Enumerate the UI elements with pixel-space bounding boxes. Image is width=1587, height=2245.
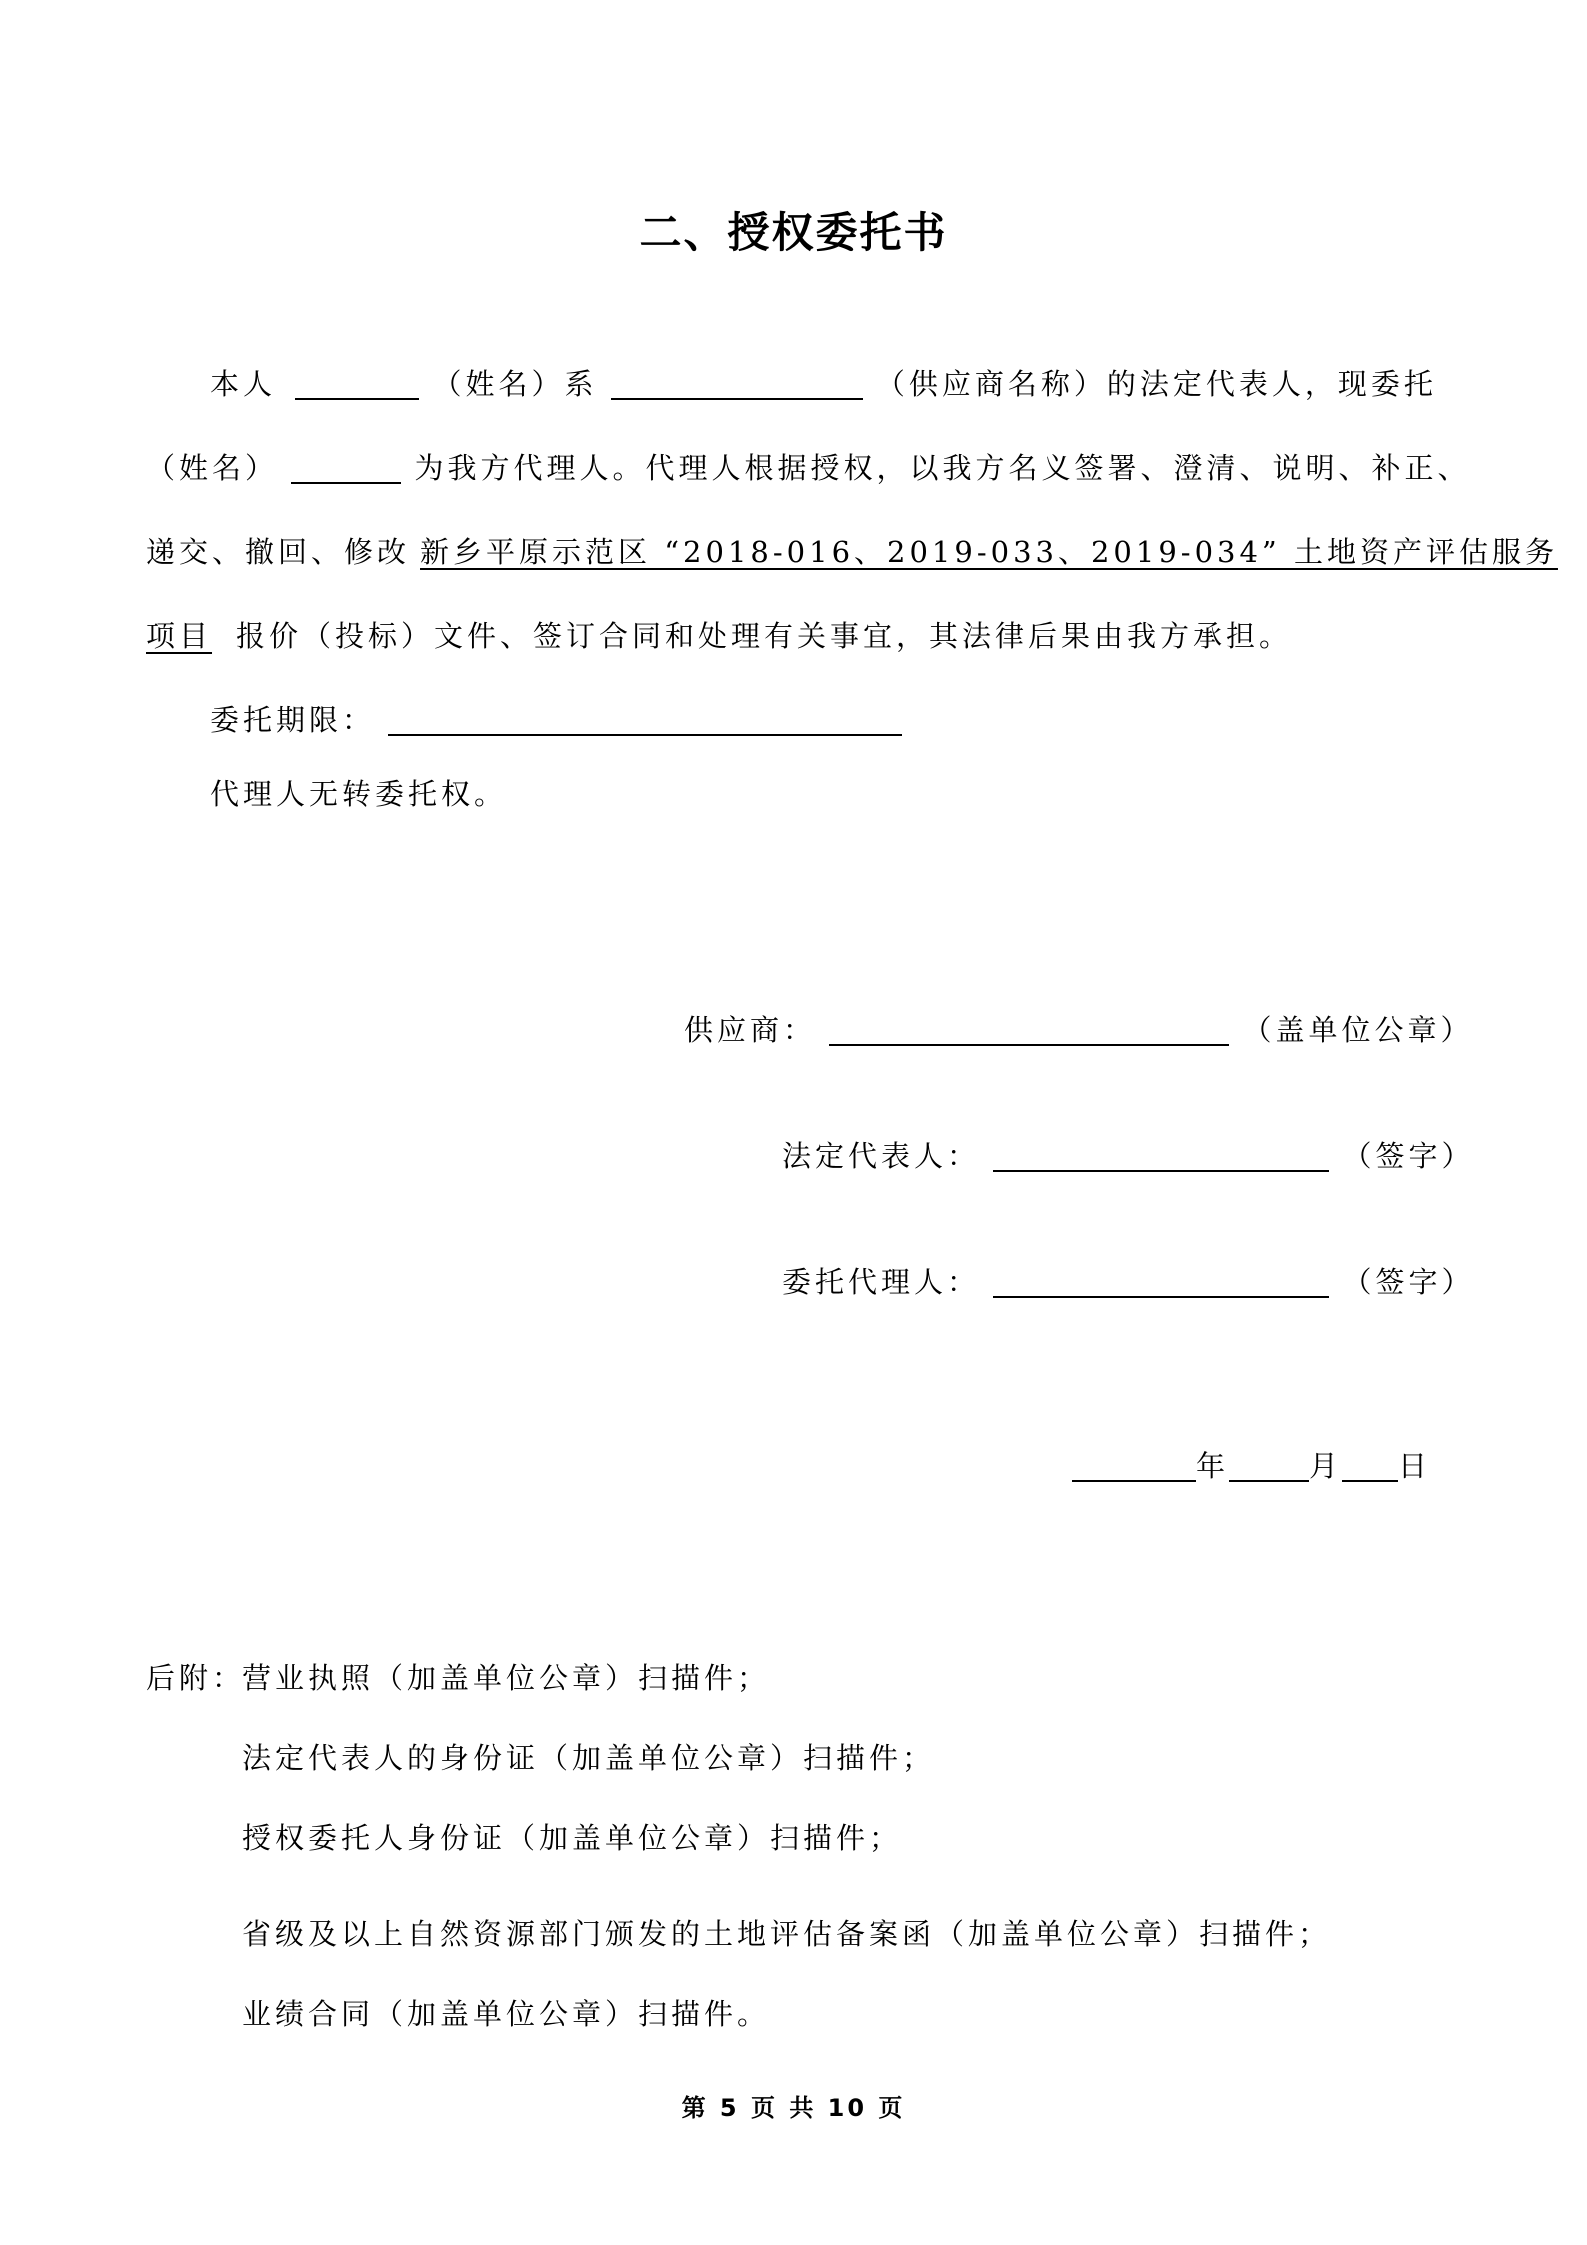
- attachment-item: 授权委托人身份证（加盖单位公章）扫描件；: [242, 1821, 903, 1855]
- project-name-part-2: 项目: [146, 619, 213, 653]
- legal-rep-blank[interactable]: [993, 1138, 1329, 1172]
- agent-blank[interactable]: [993, 1264, 1329, 1298]
- text-self: 本人: [210, 367, 277, 401]
- text-agent-authority: 为我方代理人。代理人根据授权，以我方名义签署、澄清、说明、补正、: [414, 451, 1471, 485]
- agent-label: 委托代理人：: [782, 1265, 981, 1299]
- attachment-item: 营业执照（加盖单位公章）扫描件；: [242, 1661, 771, 1695]
- project-name-part-1: 新乡平原示范区 “2018-016、2019-033、2019-034” 土地资产评估服务: [420, 535, 1558, 569]
- legal-rep-signature-line: [782, 1136, 1474, 1176]
- agent-signature-line: [782, 1262, 1474, 1302]
- term-line: [210, 700, 902, 740]
- paragraph-line-2: [146, 448, 1470, 488]
- attachment-item: 省级及以上自然资源部门颁发的土地评估备案函（加盖单位公章）扫描件；: [242, 1917, 1332, 1951]
- date-line: [1072, 1446, 1431, 1486]
- supplier-blank[interactable]: [829, 1012, 1229, 1046]
- supplier-signature-line: [684, 1010, 1473, 1050]
- year-blank[interactable]: [1072, 1448, 1196, 1482]
- text-legal-rep: （供应商名称）的法定代表人，现委托: [875, 367, 1437, 401]
- attachment-item: 业绩合同（加盖单位公章）扫描件。: [242, 1997, 771, 2031]
- month-label: 月: [1309, 1449, 1343, 1483]
- agent-sign-note: （签字）: [1342, 1265, 1475, 1299]
- name-blank[interactable]: [295, 366, 419, 400]
- paragraph-line-3: [146, 532, 1558, 572]
- supplier-label: 供应商：: [684, 1013, 817, 1047]
- supplier-stamp-note: （盖单位公章）: [1242, 1013, 1474, 1047]
- paragraph-line-4: [146, 616, 1292, 656]
- day-blank[interactable]: [1342, 1448, 1398, 1482]
- attachment-item: 法定代表人的身份证（加盖单位公章）扫描件；: [242, 1741, 936, 1775]
- paragraph-line-1: [210, 364, 1437, 404]
- attachment-label: 后附：: [146, 1661, 246, 1695]
- no-transfer-text: 代理人无转委托权。: [210, 777, 508, 811]
- legal-rep-label: 法定代表人：: [782, 1139, 981, 1173]
- document-title: 二、授权委托书: [639, 208, 948, 257]
- year-label: 年: [1196, 1449, 1230, 1483]
- day-label: 日: [1398, 1449, 1432, 1483]
- term-label: 委托期限：: [210, 703, 376, 737]
- text-submit: 递交、撤回、修改: [146, 535, 411, 569]
- page-number: 第 5 页 共 10 页: [681, 2094, 906, 2122]
- text-consequence: 报价（投标）文件、签订合同和处理有关事宜，其法律后果由我方承担。: [236, 619, 1293, 653]
- supplier-name-blank[interactable]: [611, 366, 863, 400]
- legal-rep-sign-note: （签字）: [1342, 1139, 1475, 1173]
- text-name-hint-2: （姓名）: [146, 451, 279, 485]
- text-name-hint: （姓名）系: [432, 367, 598, 401]
- term-blank[interactable]: [388, 702, 902, 736]
- month-blank[interactable]: [1229, 1448, 1309, 1482]
- agent-name-blank[interactable]: [291, 450, 401, 484]
